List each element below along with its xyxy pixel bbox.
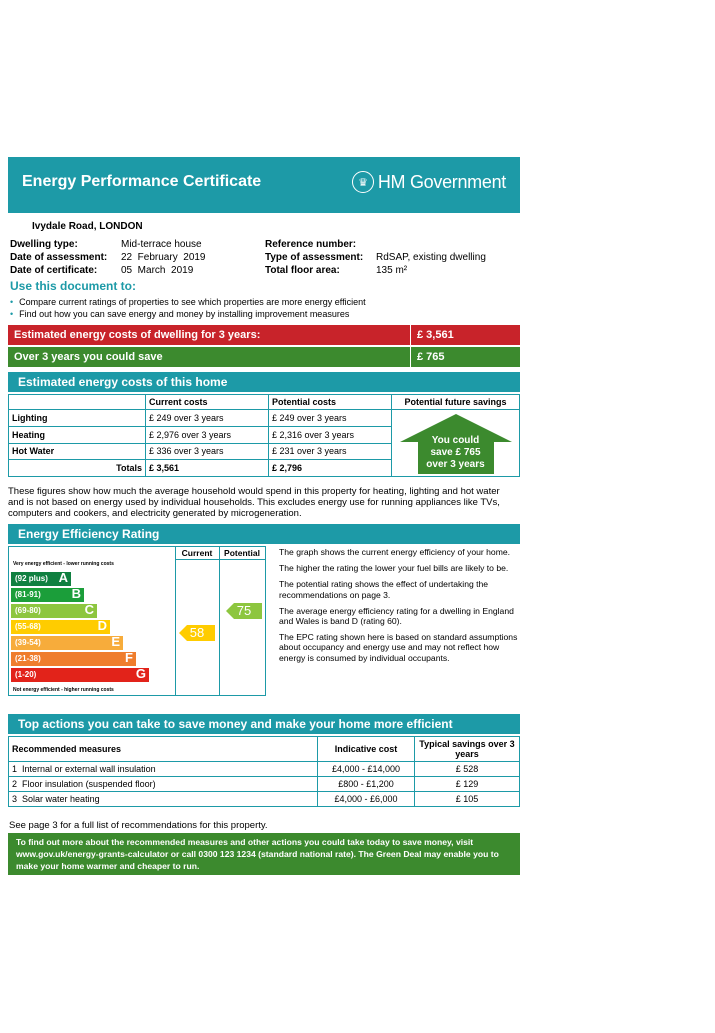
rating-band-e [11, 636, 123, 650]
savings-label: Over 3 years you could save [14, 351, 163, 363]
bullet-icon: • [10, 309, 14, 319]
rating-band-c [11, 604, 97, 618]
inefficient-note: Not energy efficient - higher running costs [13, 687, 114, 693]
efficiency-notes: The graph shows the current energy efficiency of your home. The higher the rating the lower your fuel bills are likely to be. The potential rating shows the effect of undertaking the recommendations on page 3. The average energy efficiency rating for a dwelling in England and Wales is band D (rating 60). The EPC rating shown here is based on standard assumptions about occupancy and energy use and may not reflect how energy is consumed by individual occupants. [279, 547, 518, 663]
table-header-row: Current costs Potential costs Potential future savings [9, 395, 520, 410]
see-page-note: See page 3 for a full list of recommendations for this property. [9, 820, 268, 831]
costs-note: These figures show how much the average household would spend in this property for heating, lighting and hot water and is not based on energy used by individual households. This excludes energy use for running appliances like TVs, computers and cookers, and electricity generated by microgeneration. [8, 486, 500, 519]
certificate-title: Energy Performance Certificate [22, 173, 262, 190]
estimated-costs-bar [8, 325, 520, 345]
table-row: Heating £ 2,976 over 3 years £ 2,316 over 3 years [9, 426, 520, 443]
assessment-type-label: Type of assessment: [265, 252, 364, 263]
actions-section-title: Top actions you can take to save money and make your home more efficient [8, 714, 520, 734]
use-bullet-2: • Find out how you can save energy and money by installing improvement measures [10, 309, 350, 319]
assessment-date-value: 22 February 2019 [121, 252, 206, 263]
certificate-date-value: 05 March 2019 [121, 265, 194, 276]
crest-icon: ♛ [352, 171, 374, 193]
footer-info-bar: To find out more about the recommended measures and other actions you could take today to save money, visit www.gov.uk/energy-grants-calculator or call 0300 123 1234 (standard national rate). The Green Deal may enable you to make your home warmer and cheaper to run. [8, 833, 520, 875]
rating-band-d [11, 620, 110, 634]
efficiency-section-title: Energy Efficiency Rating [8, 524, 520, 544]
rating-band-range: (92 plus) [15, 574, 48, 583]
hm-government-text: HM Government [377, 171, 506, 192]
dwelling-type-label: Dwelling type: [10, 239, 78, 250]
rating-band-letter: E [111, 634, 120, 649]
certificate-date-label: Date of certificate: [10, 265, 98, 276]
rating-band-letter: F [125, 650, 133, 665]
table-row: 2 Floor insulation (suspended floor) £800 - £1,200 £ 129 [9, 777, 520, 792]
rating-band-letter: C [84, 602, 94, 617]
costs-table [8, 394, 520, 477]
certificate-header [8, 157, 520, 213]
actions-table [8, 736, 520, 807]
efficient-note: Very energy efficient - lower running costs [13, 561, 114, 567]
table-row: 3 Solar water heating £4,000 - £6,000 £ 105 [9, 792, 520, 807]
use-bullet-1: • Compare current ratings of properties to see which properties are more energy efficient [10, 297, 366, 307]
use-document-title: Use this document to: [10, 279, 137, 293]
rating-band-b [11, 588, 84, 602]
rating-band-range: (21-38) [15, 654, 41, 663]
efficiency-chart [8, 546, 266, 696]
assessment-type-value: RdSAP, existing dwelling [376, 252, 486, 263]
bullet-icon: • [10, 297, 14, 307]
hm-government-logo [352, 171, 506, 193]
table-header-row: Recommended measures Indicative cost Typical savings over 3 years [9, 737, 520, 762]
floor-area-value: 135 m² [376, 265, 408, 276]
rating-band-range: (81-91) [15, 590, 41, 599]
rating-band-letter: A [58, 570, 68, 585]
rating-band-range: (69-80) [15, 606, 41, 615]
rating-band-f [11, 652, 136, 666]
rating-band-letter: B [71, 586, 81, 601]
savings-value: £ 765 [417, 351, 445, 363]
table-row: Lighting £ 249 over 3 years £ 249 over 3 years You could save £ 765 over 3 years [9, 410, 520, 427]
savings-bar [8, 347, 520, 367]
table-row: Hot Water £ 336 over 3 years £ 231 over 3 years [9, 443, 520, 460]
rating-band-a [11, 572, 71, 586]
rating-band-range: (55-68) [15, 622, 41, 631]
potential-column-header: Potential [224, 548, 260, 558]
rating-band-letter: G [135, 666, 146, 681]
current-rating-marker: 58 [179, 625, 215, 641]
table-row: 1 Internal or external wall insulation £4,000 - £14,000 £ 528 [9, 762, 520, 777]
costs-section-title: Estimated energy costs of this home [8, 372, 520, 392]
reference-label: Reference number: [265, 239, 357, 250]
property-address: Ivydale Road, LONDON [32, 221, 143, 232]
rating-band-letter: D [97, 618, 107, 633]
floor-area-label: Total floor area: [265, 265, 340, 276]
dwelling-type-value: Mid-terrace house [121, 239, 202, 250]
savings-arrow-text: You could save £ 765 over 3 years [426, 435, 485, 470]
rating-band-range: (1-20) [15, 670, 37, 679]
assessment-date-label: Date of assessment: [10, 252, 108, 263]
rating-band-range: (39-54) [15, 638, 41, 647]
potential-rating-marker: 75 [226, 603, 262, 619]
current-column-header: Current [181, 548, 213, 558]
savings-arrow-cell [392, 410, 520, 477]
estimated-costs-value: £ 3,561 [417, 329, 454, 341]
totals-row: Totals £ 3,561 £ 2,796 [9, 460, 520, 477]
rating-band-g [11, 668, 149, 682]
estimated-costs-label: Estimated energy costs of dwelling for 3 years: [14, 329, 261, 341]
